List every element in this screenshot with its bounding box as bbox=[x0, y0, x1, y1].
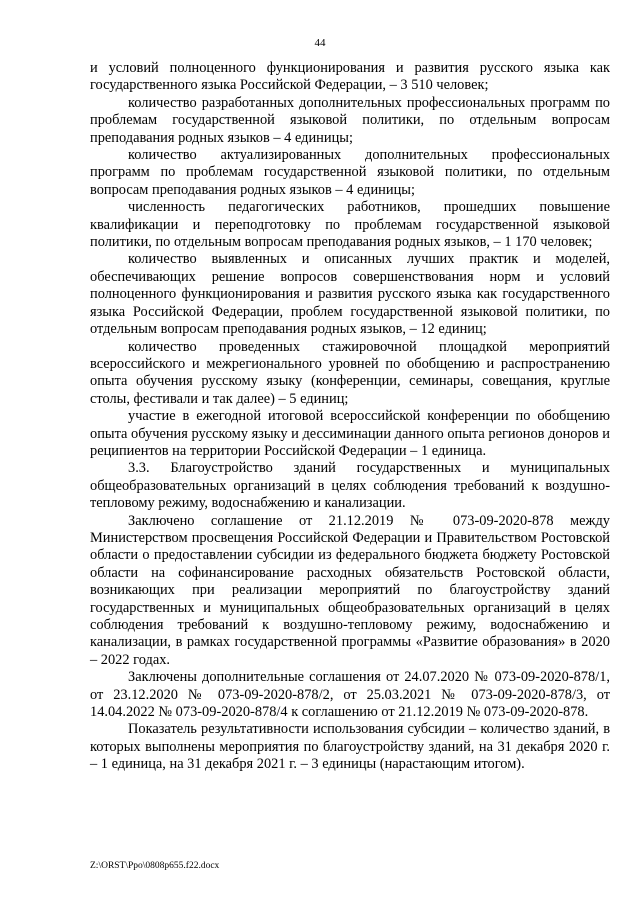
paragraph: количество выявленных и описанных лучших практик и моделей, обеспечивающих решение вопросов совершенствования норм и условий полноценного функционирования и развития русского языка как государственного языка Российской Федерации, проблем государственной языковой политики, по отдельным вопросам преподавания родных языков, – 12 единиц; bbox=[90, 251, 610, 338]
footer-file-path: Z:\ORST\Ppo\0808p655.f22.docx bbox=[90, 861, 220, 871]
section-heading-paragraph: 3.3. Благоустройство зданий государственных и муниципальных общеобразовательных организаций в целях соблюдения требований к воздушно-тепловому режиму, водоснабжению и канализации. bbox=[90, 460, 610, 512]
paragraph: Показатель результативности использования субсидии – количество зданий, в которых выполнены мероприятия по благоустройству зданий, на 31 декабря 2020 г. – 1 единица, на 31 декабря 2021 г. – 3 единицы (нарастающим итогом). bbox=[90, 721, 610, 773]
paragraph: количество разработанных дополнительных профессиональных программ по проблемам государственной языковой политики, по отдельным вопросам преподавания родных языков – 4 единицы; bbox=[90, 94, 610, 146]
paragraph: участие в ежегодной итоговой всероссийской конференции по обобщению опыта обучения русскому языку и дессиминации данного опыта регионов доноров и реципиентов на территории Российской Федерации – 1 единица. bbox=[90, 408, 610, 459]
paragraph: количество проведенных стажировочной площадкой мероприятий всероссийского и межрегионального уровней по обобщению и распространению опыта обучения русскому языку (конференции, семинары, совещания, круглые столы, фестивали и так далее) – 5 единиц; bbox=[90, 338, 610, 407]
paragraph: численность педагогических работников, прошедших повышение квалификации и переподготовку по проблемам государственной языковой политики, по отдельным вопросам преподавания родных языков, – 1 170 человек; bbox=[90, 199, 610, 251]
paragraph: Заключены дополнительные соглашения от 24.07.2020 № 073-09-2020-878/1, от 23.12.2020 № 073-09-2020-878/2, от 25.03.2021 № 073-09-2020-878/3, от 14.04.2022 № 073-09-2020-878/4 к соглашению от 21.12.2019 № 073-09-2020-878. bbox=[90, 669, 610, 721]
paragraph: количество актуализированных дополнительных профессиональных программ по проблемам государственной языковой политики, по отдельным вопросам преподавания родных языков – 4 единицы; bbox=[90, 147, 610, 198]
page-number: 44 bbox=[314, 37, 326, 49]
paragraph: Заключено соглашение от 21.12.2019 № 073-09-2020-878 между Министерством просвещения Российской Федерации и Правительством Ростовской области о предоставлении субсидии из федерального бюджета бюджету Ростовской области на софинансирование расходных обязательств Ростовской области, возникающих при реализации мероприятий по благоустройству зданий государственных и муниципальных общеобразовательных организаций в целях соблюдения требований к воздушно-тепловому режиму, водоснабжению и канализации, в рамках государственной программы «Развитие образования» в 2020 – 2022 годах. bbox=[90, 512, 610, 668]
paragraph: и условий полноценного функционирования и развития русского языка как государственного языка Российской Федерации, – 3 510 человек; bbox=[90, 60, 610, 94]
document-body bbox=[90, 60, 610, 774]
